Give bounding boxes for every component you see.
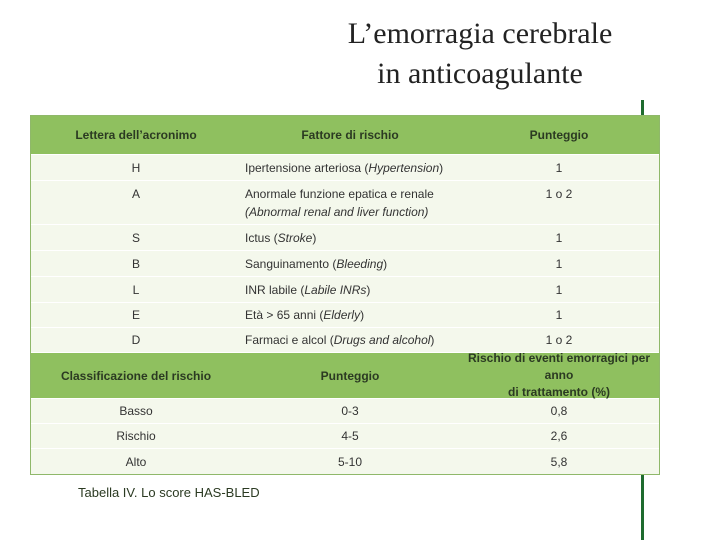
row-letter: D: [131, 333, 141, 347]
row-letter: S: [131, 230, 140, 245]
table-caption: [78, 485, 260, 500]
row-letter: B: [131, 256, 140, 271]
table-row: [31, 327, 659, 352]
row-factor: Anormale funzione epatica e renale (Abnormal renal and liver function): [245, 186, 434, 219]
slide-title: [280, 14, 680, 94]
row-score: 1: [555, 282, 563, 297]
table-row: [31, 224, 659, 250]
row-score: 1: [555, 256, 563, 271]
row-letter: A: [131, 187, 140, 201]
header-score-2: Punteggio: [320, 368, 380, 383]
risk-value: 2,6: [550, 429, 568, 443]
row-letter: E: [131, 308, 140, 322]
risk-header-row: [31, 352, 659, 398]
row-score: 1: [555, 308, 563, 322]
risk-score: 4-5: [341, 429, 359, 443]
risk-class: Alto: [125, 454, 147, 469]
header-letter: Lettera dell’acronimo: [75, 128, 197, 142]
title-line-2: in anticoagulante: [377, 57, 583, 90]
row-factor: Farmaci e alcol ( Drugs and alcohol ): [245, 333, 435, 347]
table-row: [31, 250, 659, 276]
table-row: [31, 448, 659, 474]
title-line-1: L’emorragia cerebrale: [347, 17, 613, 50]
row-factor: INR labile ( Labile INRs ): [245, 282, 371, 297]
row-factor: Sanguinamento ( Bleeding ): [245, 256, 388, 271]
table-row: [31, 154, 659, 180]
row-letter: H: [131, 160, 141, 175]
table-row: [31, 180, 659, 224]
caption-text: Lo score HAS-BLED: [137, 485, 260, 500]
table-row: [31, 398, 659, 423]
row-factor: Ictus ( Stroke ): [245, 230, 317, 245]
header-factor: Fattore di rischio: [301, 128, 399, 142]
risk-value: 5,8: [550, 454, 568, 469]
header-classification: Classificazione del rischio: [60, 368, 212, 383]
row-factor: Età > 65 anni ( Elderly ): [245, 308, 365, 322]
row-score: 1: [555, 160, 563, 175]
risk-score: 5-10: [337, 454, 363, 469]
row-score: 1: [555, 230, 563, 245]
row-factor: Ipertensione arteriosa ( Hypertension ): [245, 160, 444, 175]
table-row: [31, 302, 659, 327]
risk-class: Rischio: [116, 429, 156, 443]
caption-label: Tabella IV.: [78, 485, 138, 500]
header-bleeding-risk: Rischio di eventi emorragici per anno di trattamento (%): [467, 351, 651, 399]
has-bled-table: [30, 115, 660, 475]
row-letter: L: [132, 282, 140, 297]
table-row: [31, 423, 659, 448]
risk-score: 0-3: [341, 404, 359, 418]
row-score: 1 o 2: [545, 333, 573, 347]
row-score: 1 o 2: [545, 187, 573, 201]
table-header-row: [31, 116, 659, 154]
risk-class: Basso: [119, 404, 153, 418]
header-score: Punteggio: [529, 128, 589, 142]
table-row: [31, 276, 659, 302]
risk-value: 0,8: [550, 404, 568, 418]
